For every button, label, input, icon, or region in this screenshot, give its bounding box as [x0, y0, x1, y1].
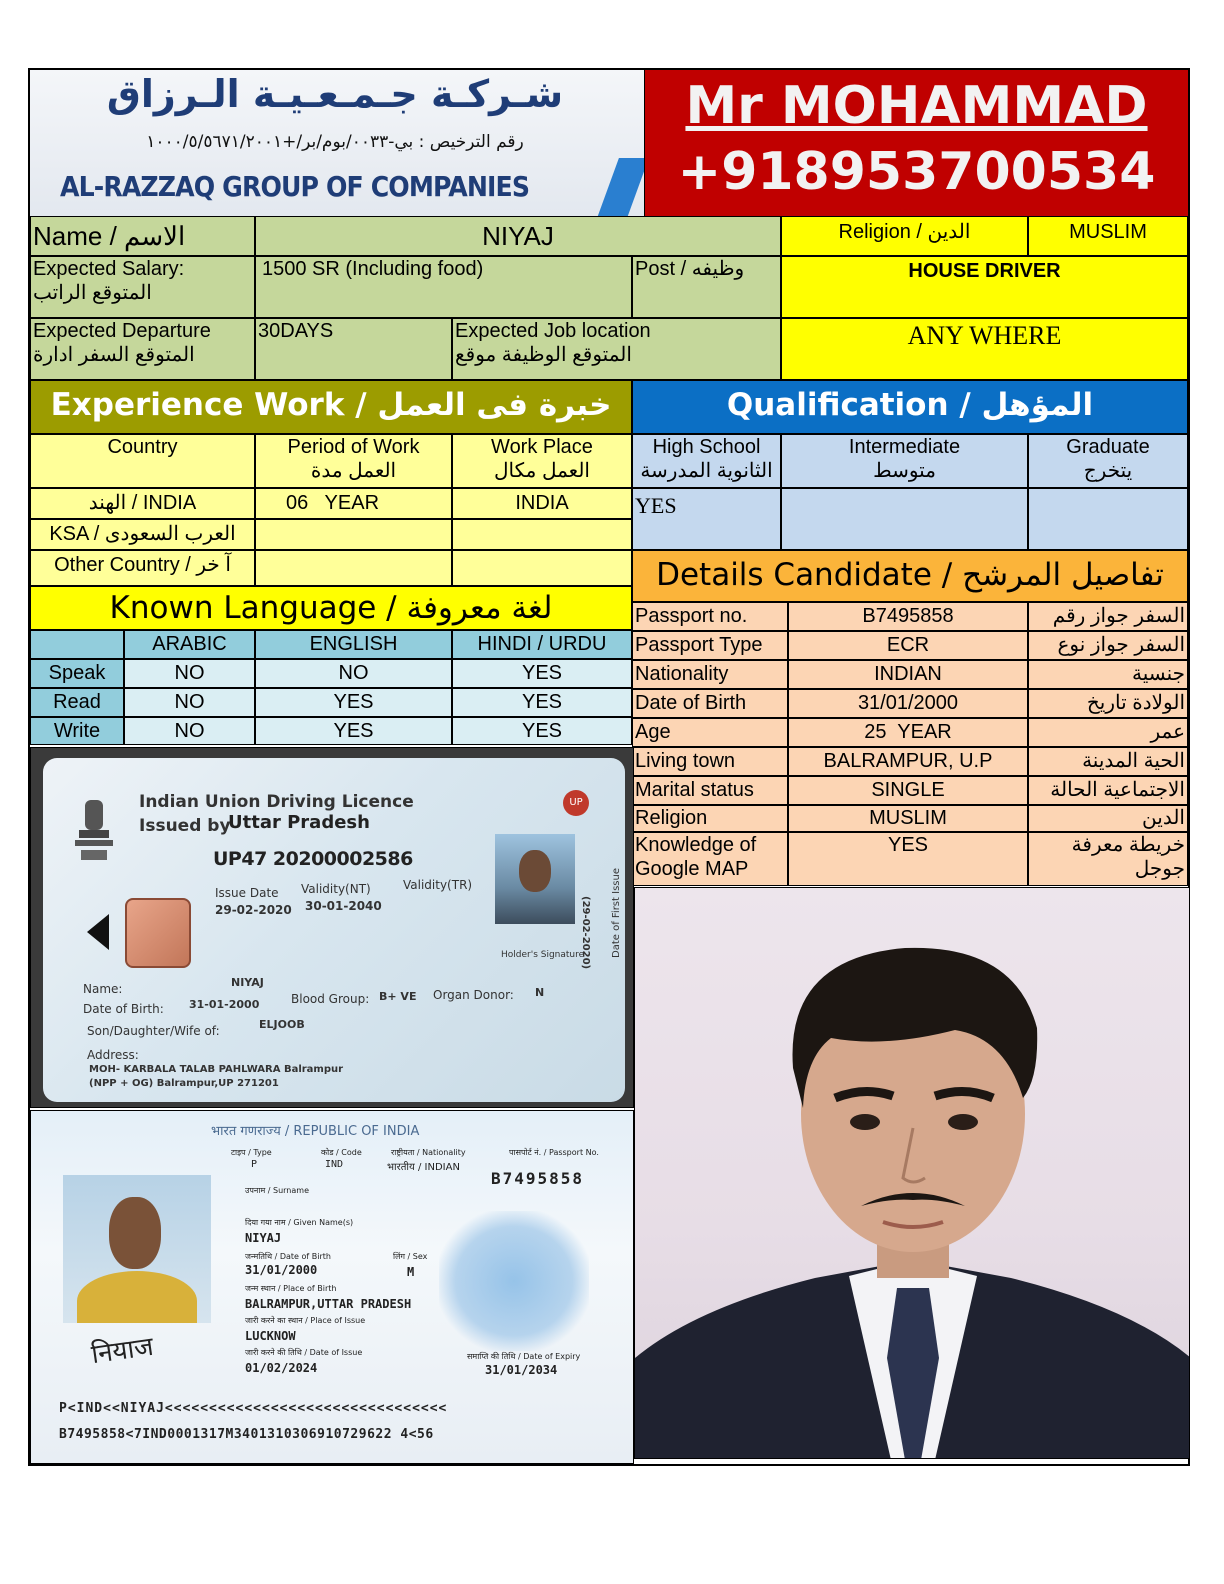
language-cell [124, 659, 255, 688]
licence-organ: N [535, 986, 545, 999]
cand-value-passport-type [788, 631, 1028, 660]
licence-name-label: Name: [83, 982, 123, 996]
salary-value: 1500 SR (Including food) [262, 258, 484, 280]
qualification-title-cell [632, 380, 1188, 434]
post-value-cell [781, 256, 1188, 318]
exp-row-period [255, 488, 452, 519]
language-value: NO [174, 691, 205, 713]
cand-arabic-text: السفر جواز نوع [1057, 634, 1185, 656]
cand-arabic-religion [1028, 805, 1188, 832]
departure-label-cell [30, 318, 255, 380]
issue-date: 29-02-2020 [215, 903, 292, 917]
passport-doe: 31/01/2034 [485, 1363, 558, 1377]
passport-image [30, 1110, 634, 1464]
language-row-label [30, 688, 124, 717]
qual-high-school-arabic: الثانوية المدرسة [640, 460, 773, 482]
cand-value-text: 31/01/2000 [857, 692, 959, 714]
contact-phone: +918953700534 [677, 142, 1156, 202]
exp-country-india: الهند / INDIA [88, 492, 197, 514]
licence-blood-label: Blood Group: [291, 992, 370, 1006]
qual-header-high-school [632, 434, 781, 488]
language-col-label: ENGLISH [309, 633, 398, 655]
cand-label-text: Passport Type [635, 634, 763, 656]
job-location-label-cell [452, 318, 781, 380]
cand-value-religion [788, 805, 1028, 832]
licence-title: Indian Union Driving Licence [139, 792, 414, 812]
passport-mrz-line2: B7495858<7IND0001317M3401310306910729622 4<56 [59, 1427, 434, 1442]
language-value: YES [521, 662, 563, 684]
cand-label-text: Age [635, 721, 671, 743]
cand-arabic-text: خريطة معرفة جوجل [1071, 834, 1185, 880]
cand-label-age [632, 718, 788, 747]
experience-title-cell [30, 380, 632, 434]
passport-doe-label: समाप्ति की तिथि / Date of Expiry [467, 1352, 581, 1361]
validity-tr-label: Validity(TR) [403, 878, 473, 892]
cand-label-text: Date of Birth [635, 692, 747, 714]
validity-nt-label: Validity(NT) [301, 882, 371, 896]
passport-no-label: पासपोर्ट नं. / Passport No. [509, 1148, 599, 1157]
company-name-english: AL-RAZZAQ GROUP OF COMPANIES [60, 170, 530, 203]
language-value: NO [338, 662, 369, 684]
emblem-icon [71, 796, 117, 866]
passport-poi: LUCKNOW [245, 1329, 296, 1343]
qual-value-graduate [1028, 488, 1188, 550]
passport-signature: नियाज [89, 1331, 156, 1371]
language-col-label: ARABIC [152, 633, 227, 655]
exp-row-country [30, 550, 255, 586]
passport-header: भारत गणराज्य / REPUBLIC OF INDIA [211, 1124, 420, 1139]
language-cell [452, 717, 632, 745]
cand-value-google-map [788, 832, 1028, 886]
cand-arabic-text: السفر جواز رقم [1052, 605, 1185, 627]
passport-pob: BALRAMPUR,UTTAR PRADESH [245, 1297, 412, 1311]
language-header-blank [30, 630, 124, 659]
issue-date-label: Issue Date [215, 886, 279, 900]
cand-value-text: B7495858 [862, 605, 954, 627]
cand-arabic-dob [1028, 689, 1188, 718]
qual-graduate-arabic: يتخرج [1083, 460, 1133, 482]
language-row-label [30, 717, 124, 745]
language-cell [255, 717, 452, 745]
language-cell [452, 688, 632, 717]
licence-organ-label: Organ Donor: [433, 988, 514, 1002]
holder-face [519, 850, 551, 892]
language-row-speak: Speak [48, 662, 106, 684]
cand-label-text: Marital status [635, 779, 754, 801]
cand-arabic-passport-no [1028, 602, 1188, 631]
validity-nt: 30-01-2040 [305, 899, 382, 913]
exp-header-place [452, 434, 632, 488]
post-label: Post / وظيفه [635, 258, 745, 280]
up-badge: UP [563, 790, 589, 816]
passport-given-name: NIYAJ [245, 1231, 282, 1245]
passport-given-label: दिया गया नाम / Given Name(s) [245, 1218, 354, 1227]
cand-arabic-text: الدين [1142, 807, 1185, 829]
qual-header-graduate [1028, 434, 1188, 488]
salary-value-cell [255, 256, 632, 318]
candidate-title: Details Candidate / تفاصيل المرشح [656, 557, 1164, 593]
language-cell [452, 659, 632, 688]
licence-state: Uttar Pradesh [228, 812, 370, 833]
passport-type-label: टाइप / Type [231, 1148, 272, 1157]
candidate-photo [634, 887, 1190, 1459]
licence-address-line1: MOH- KARBALA TALAB PAHLWARA Balrampur [89, 1064, 344, 1075]
language-cell [124, 688, 255, 717]
cand-value-text: INDIAN [874, 663, 942, 685]
cand-label-town [632, 747, 788, 776]
licence-issued-by: Issued by [139, 816, 231, 836]
driving-licence-image [30, 747, 634, 1108]
exp-row-place [452, 519, 632, 550]
cand-arabic-text: جنسية [1132, 663, 1185, 685]
chip-icon [125, 898, 191, 968]
passport-nationality-label: राष्ट्रीयता / Nationality [391, 1148, 466, 1157]
passport-sex-label: लिंग / Sex [393, 1252, 428, 1261]
passport-ghost-photo [439, 1211, 589, 1351]
religion-value-cell [1028, 216, 1188, 256]
language-row-write: Write [53, 720, 101, 742]
cand-arabic-text: الاجتماعية الحالة [1050, 779, 1185, 801]
licence-dob: 31-01-2000 [189, 998, 260, 1011]
exp-row-place [452, 488, 632, 519]
cand-label-dob [632, 689, 788, 718]
language-cell [255, 659, 452, 688]
cand-value-text: SINGLE [871, 779, 945, 801]
candidate-portrait [635, 888, 1190, 1459]
licence-blood: B+ VE [379, 990, 417, 1003]
exp-header-country [30, 434, 255, 488]
language-header-arabic [124, 630, 255, 659]
passport-surname-label: उपनाम / Surname [245, 1186, 309, 1195]
exp-row-country [30, 488, 255, 519]
cand-value-text: MUSLIM [869, 807, 947, 829]
passport-dob-label: जन्मतिथि / Date of Birth [245, 1252, 331, 1261]
first-issue-date: (29-02-2020) [580, 896, 591, 970]
salary-label-cell [30, 256, 255, 318]
qual-header-intermediate [781, 434, 1028, 488]
exp-header-period [255, 434, 452, 488]
company-logo-banner [30, 70, 645, 216]
departure-label-arabic: المتوقع السفر ادارة [33, 344, 195, 366]
arrow-icon [87, 914, 109, 950]
name-value-cell [255, 216, 781, 256]
language-cell [255, 688, 452, 717]
exp-place-india: INDIA [515, 492, 569, 514]
name-label-cell [30, 216, 255, 256]
exp-header-period-arabic: العمل مدة [310, 460, 397, 482]
contact-name: Mr MOHAMMAD [685, 76, 1148, 136]
contact-box [645, 70, 1188, 216]
passport-type: P [251, 1159, 258, 1170]
passport-mrz-line1: P<IND<<NIYAJ<<<<<<<<<<<<<<<<<<<<<<<<<<<<<<<< [59, 1401, 448, 1416]
language-col-label: HINDI / URDU [477, 633, 607, 655]
cand-value-town [788, 747, 1028, 776]
cand-value-text: 25 YEAR [864, 721, 952, 743]
qualification-title: Qualification / المؤهل [726, 387, 1094, 423]
company-name-arabic: شـركـة جـمـعـيـة الـرزاق [106, 72, 564, 116]
licence-card [43, 758, 625, 1102]
qual-high-school-value: YES [635, 493, 677, 518]
cand-arabic-passport-type [1028, 631, 1188, 660]
licence-son-label: Son/Daughter/Wife of: [87, 1024, 220, 1038]
exp-header-country-text: Country [107, 436, 178, 458]
exp-country-ksa: KSA / العرب السعودى [49, 523, 236, 545]
cand-label-marital [632, 776, 788, 805]
cand-label-text: Living town [635, 750, 736, 772]
licence-son: ELJOOB [259, 1018, 305, 1031]
job-location-label-arabic: المتوقع الوظيفة موقع [455, 344, 632, 366]
cand-arabic-text: الولادة تاريخ [1086, 692, 1185, 714]
passport-doi: 01/02/2024 [245, 1361, 318, 1375]
cand-value-nationality [788, 660, 1028, 689]
language-header-english [255, 630, 452, 659]
language-row-read: Read [53, 691, 101, 713]
passport-number: B7495858 [491, 1169, 585, 1188]
language-value: YES [521, 720, 563, 742]
passport-doi-label: जारी करने की तिथि / Date of Issue [245, 1348, 363, 1357]
exp-row-place [452, 550, 632, 586]
first-issue-label: Date of First Issue [611, 868, 622, 958]
exp-country-other: Other Country / آ خر [54, 554, 231, 576]
licence-number: UP47 20200002586 [213, 848, 413, 870]
qual-intermediate-arabic: متوسط [873, 460, 936, 482]
exp-period-india: 06 YEAR [286, 492, 380, 514]
religion-value: MUSLIM [1069, 221, 1147, 243]
name-value: NIYAJ [482, 221, 554, 251]
job-location-label: Expected Job location [455, 320, 651, 342]
cand-label-text: Nationality [635, 663, 729, 685]
passport-photo-shoulders [77, 1271, 197, 1323]
licence-address-label: Address: [87, 1048, 139, 1062]
qual-value-high-school [632, 488, 781, 550]
cand-label-passport-no [632, 602, 788, 631]
language-value: YES [333, 720, 374, 742]
exp-header-period-text: Period of Work [287, 436, 420, 458]
cand-label-google-map [632, 832, 788, 886]
salary-label: Expected Salary: [33, 258, 185, 280]
passport-dob: 31/01/2000 [245, 1263, 318, 1277]
passport-sex: M [407, 1265, 415, 1279]
experience-title: Experience Work / خبرة فى العمل [50, 387, 612, 423]
language-title-cell [30, 586, 632, 630]
cand-arabic-text: الحية المدينة [1082, 750, 1185, 772]
cand-label-text: Knowledge of Google MAP [635, 834, 757, 880]
passport-photo [63, 1175, 211, 1323]
cand-value-passport-no [788, 602, 1028, 631]
banner-accent [597, 158, 645, 216]
cand-arabic-marital [1028, 776, 1188, 805]
qual-graduate-text: Graduate [1066, 436, 1150, 458]
exp-header-place-arabic: العمل مكال [494, 460, 590, 482]
language-value: NO [174, 662, 205, 684]
cand-value-marital [788, 776, 1028, 805]
language-value: YES [521, 691, 563, 713]
job-location-value-cell [781, 318, 1188, 380]
salary-label-arabic: المتوقع الراتب [33, 282, 152, 304]
language-value: NO [174, 720, 205, 742]
licence-address-line2: (NPP + OG) Balrampur,UP 271201 [89, 1078, 279, 1089]
language-header-hindi [452, 630, 632, 659]
cand-arabic-town [1028, 747, 1188, 776]
cand-value-text: BALRAMPUR, U.P [823, 750, 993, 772]
job-location-value: ANY WHERE [907, 321, 1062, 350]
license-line: رقم الترخيص : بي-٠٠٣٣/بوم/بر/+١٠٠٠/٥/٥٦٧١/٢٠٠١ [146, 132, 524, 152]
language-title: Known Language / لغة معروفة [109, 590, 553, 626]
exp-row-period [255, 550, 452, 586]
licence-dob-label: Date of Birth: [83, 1002, 164, 1016]
cand-label-nationality [632, 660, 788, 689]
candidate-title-cell [632, 550, 1188, 602]
qual-value-intermediate [781, 488, 1028, 550]
licence-name: NIYAJ [231, 976, 264, 989]
cand-arabic-google-map [1028, 832, 1188, 886]
departure-label: Expected Departure [33, 320, 211, 342]
name-label: Name / الاسم [33, 221, 186, 251]
religion-label-cell [781, 216, 1028, 256]
post-label-cell [632, 256, 781, 318]
cand-label-text: Passport no. [635, 605, 748, 627]
language-row-label [30, 659, 124, 688]
cand-label-text: Religion [635, 807, 708, 829]
cand-label-passport-type [632, 631, 788, 660]
passport-code-label: कोड / Code [321, 1148, 362, 1157]
passport-pob-label: जन्म स्थान / Place of Birth [245, 1284, 337, 1293]
language-cell [124, 717, 255, 745]
qual-intermediate-text: Intermediate [848, 436, 961, 458]
religion-label: Religion / الدين [838, 221, 971, 243]
cand-label-religion [632, 805, 788, 832]
cand-arabic-age [1028, 718, 1188, 747]
qual-high-school-text: High School [652, 436, 761, 458]
holder-photo [495, 834, 575, 924]
cand-value-age [788, 718, 1028, 747]
language-value: YES [333, 691, 374, 713]
departure-value-cell [255, 318, 452, 380]
cand-value-text: ECR [886, 634, 930, 656]
passport-nationality: भारतीय / INDIAN [387, 1162, 460, 1173]
post-value: HOUSE DRIVER [908, 260, 1061, 282]
cand-value-dob [788, 689, 1028, 718]
passport-poi-label: जारी करने का स्थान / Place of Issue [245, 1316, 366, 1325]
passport-code: IND [325, 1159, 344, 1170]
cand-arabic-text: عمر [1150, 721, 1185, 743]
cand-arabic-nationality [1028, 660, 1188, 689]
exp-row-country [30, 519, 255, 550]
departure-value: 30DAYS [258, 320, 334, 342]
exp-header-place-text: Work Place [491, 436, 593, 458]
holder-signature-label: Holder's Signature [501, 950, 585, 960]
exp-row-period [255, 519, 452, 550]
cand-value-text: YES [887, 834, 929, 856]
passport-photo-face [109, 1197, 161, 1269]
